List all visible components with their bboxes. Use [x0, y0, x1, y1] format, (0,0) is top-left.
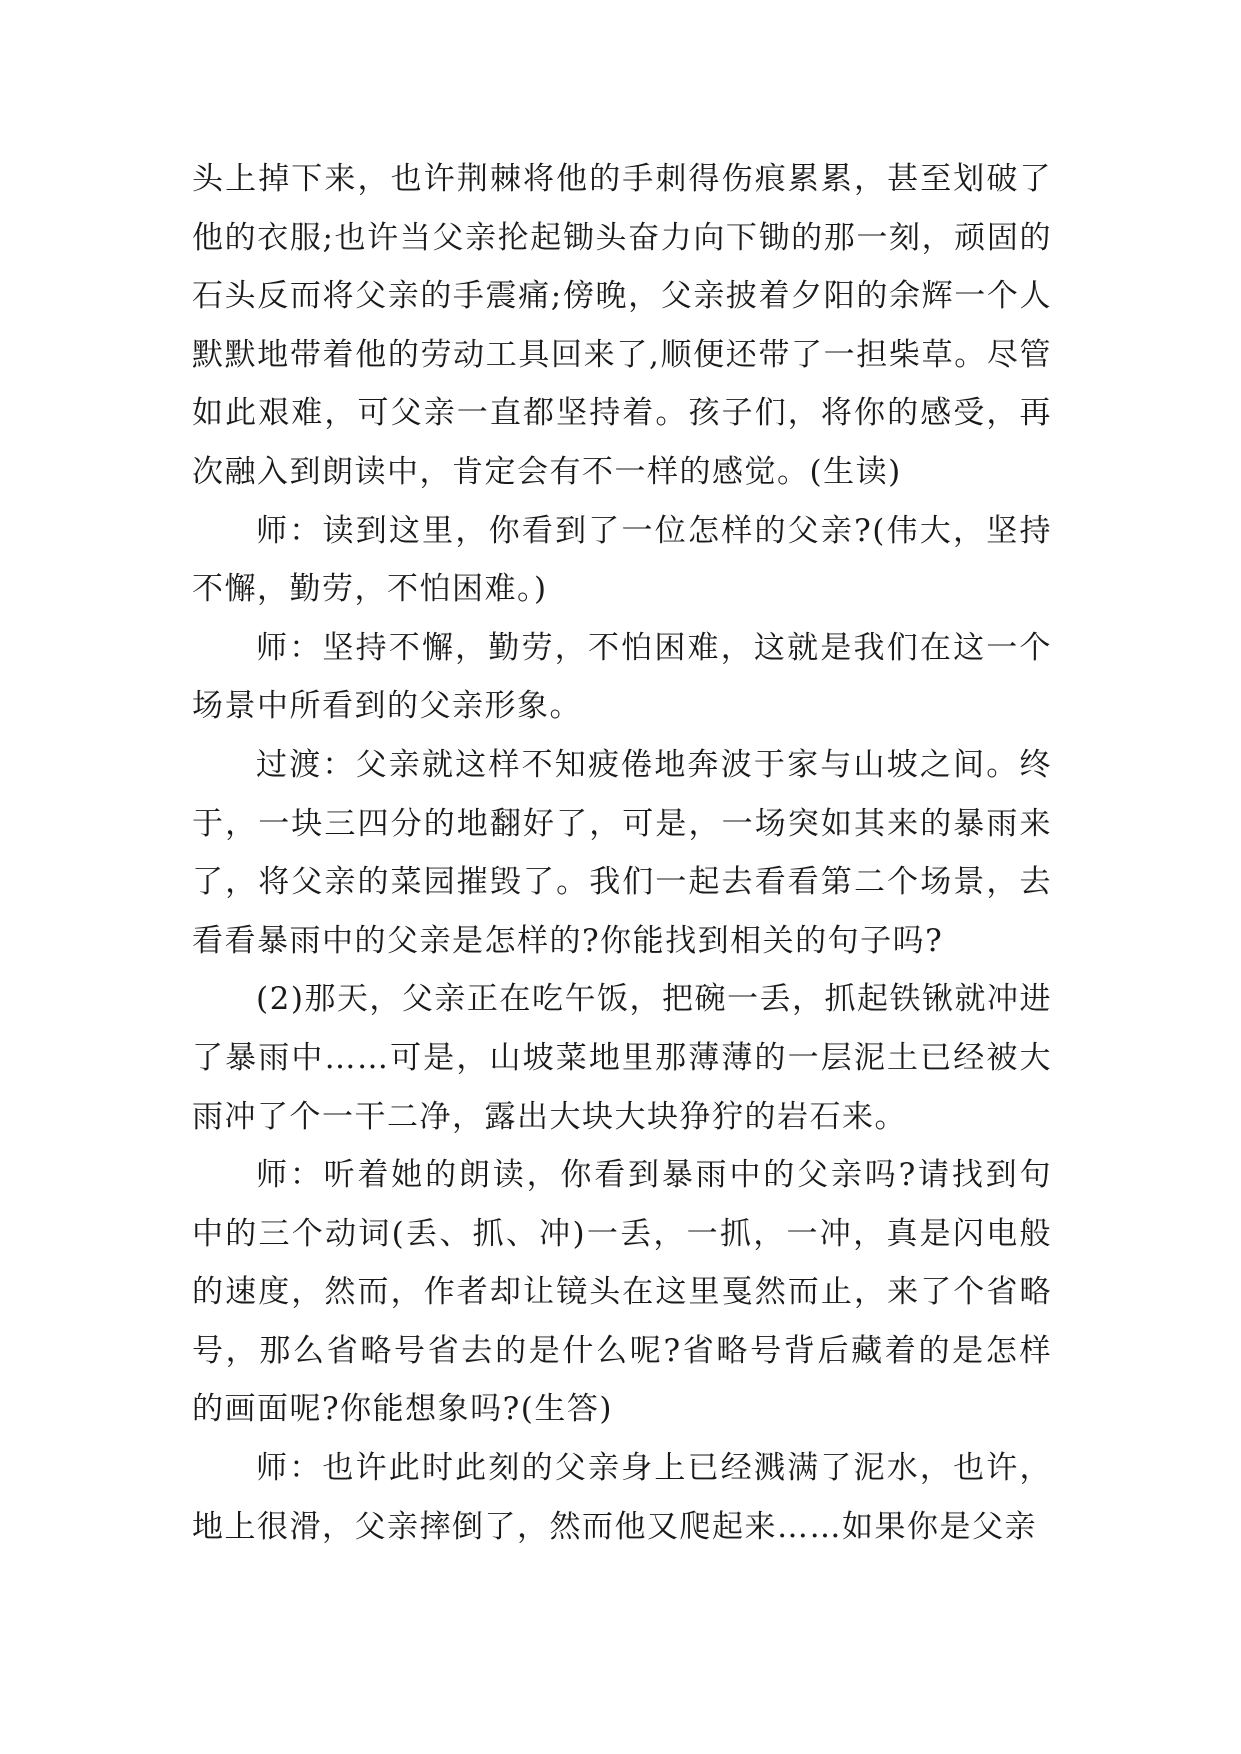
paragraph-1: 头上掉下来，也许荆棘将他的手刺得伤痕累累，甚至划破了他的衣服;也许当父亲抡起锄头奋力向下锄的那一刻，顽固的石头反而将父亲的手震痛;傍晚，父亲披着夕阳的余辉一个人默默地带着他的劳动工具回来了,顺便还带了一担柴草。尽管如此艰难，可父亲一直都坚持着。孩子们，将你的感受，再次融入到朗读中，肯定会有不一样的感觉。(生读) — [192, 161, 1052, 490]
paragraph-5: (2)那天，父亲正在吃午饭，把碗一丢，抓起铁锹就冲进了暴雨中……可是，山坡菜地里那薄薄的一层泥土已经被大雨冲了个一干二净，露出大块大块狰狞的岩石来。 — [192, 981, 1052, 1135]
paragraph-2: 师：读到这里，你看到了一位怎样的父亲?(伟大，坚持不懈，勤劳，不怕困难。) — [192, 512, 1052, 608]
paragraph-3: 师：坚持不懈，勤劳，不怕困难，这就是我们在这一个场景中所看到的父亲形象。 — [192, 629, 1052, 725]
paragraph-6: 师：听着她的朗读，你看到暴雨中的父亲吗?请找到句中的三个动词(丢、抓、冲)一丢，一抓，一冲，真是闪电般的速度，然而，作者却让镜头在这里戛然而止，来了个省略号，那么省略号省去的是什么呢?省略号背后藏着的是怎样的画面呢?你能想象吗?(生答) — [192, 1157, 1052, 1428]
document-page — [192, 150, 1052, 1556]
paragraph-4: 过渡：父亲就这样不知疲倦地奔波于家与山坡之间。终于，一块三四分的地翻好了，可是，一场突如其来的暴雨来了，将父亲的菜园摧毁了。我们一起去看看第二个场景，去看看暴雨中的父亲是怎样的?你能找到相关的句子吗? — [192, 746, 1052, 959]
paragraph-7: 师：也许此时此刻的父亲身上已经溅满了泥水，也许，地上很滑，父亲摔倒了，然而他又爬起来……如果你是父亲 — [192, 1450, 1052, 1545]
